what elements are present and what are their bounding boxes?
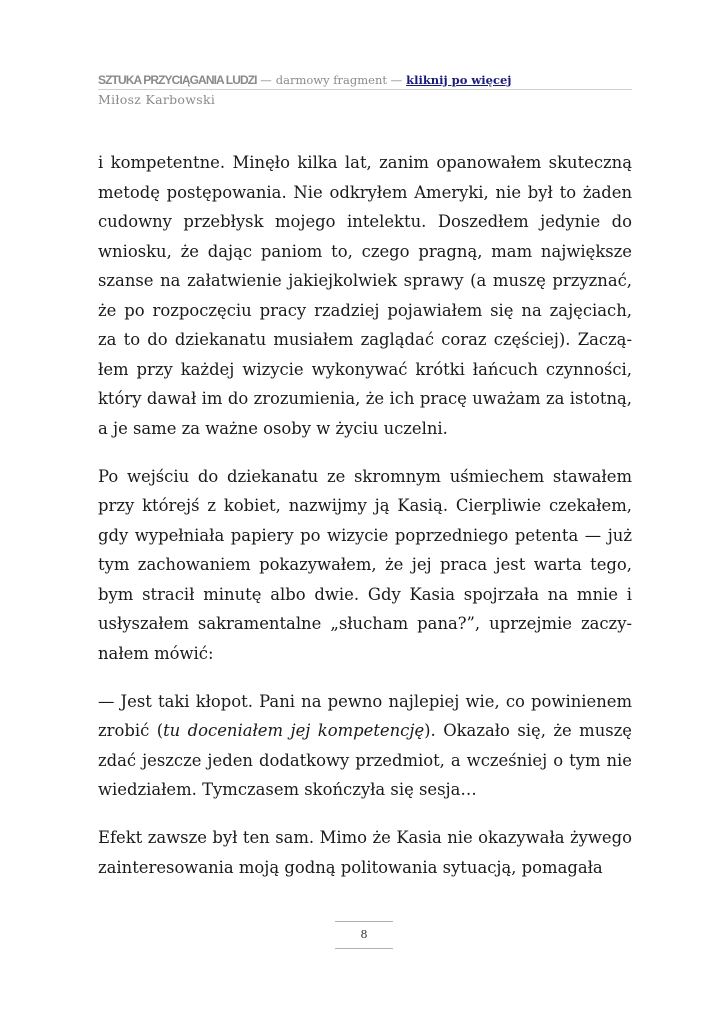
paragraph — [98, 687, 632, 805]
header-title-line — [98, 72, 632, 90]
paragraph: Po wejściu do dziekanatu ze skromnym uśmiechem stawałem przy którejś z kobiet, nazwijmy ją Kasią. Cierpliwie czekałem, gdy wypełniała papiery po wizycie poprzedniego petenta — już tym zachowaniem pokazywałem, że jej praca jest warta tego, bym stracił minutę albo dwie. Gdy Kasia spojrzała na mnie i usłyszałem sakramentalne „słucham pana?”, uprzejmie zaczynałem mówić: — [98, 466, 632, 663]
paragraph: Efekt zawsze był ten sam. Mimo że Kasia nie okazywała żywego zainteresowania moją godną politowania sytuacją, pomagała — [98, 828, 632, 877]
header-separator: — — [260, 73, 273, 87]
running-header — [98, 72, 632, 108]
paragraph-text: ). Okazało się, że muszę zdać jeszcze jeden dodatkowy przedmiot, a wcześniej o tym nie wiedziałem. Tymczasem skończyła się sesja… — [98, 721, 632, 799]
author-name: Miłosz Karbowski — [98, 92, 216, 107]
more-link[interactable]: kliknij po więcej — [406, 73, 512, 87]
book-title: SZTUKA PRZYCIĄGANIA LUDZI — [98, 73, 257, 87]
header-separator: — — [390, 73, 403, 87]
italic-aside: tu doceniałem jej kompetencję — [163, 721, 425, 740]
fragment-label: darmowy fragment — [275, 73, 387, 87]
page-body — [98, 148, 632, 901]
page-number: 8 — [335, 921, 393, 949]
paragraph-text: — Jest taki kłopot. Pani na pewno najlepiej wie, co powinienem zrobić ( — [98, 691, 632, 740]
paragraph: i kompetentne. Minęło kilka lat, zanim opanowałem skuteczną metodę postępowania. Nie odkryłem Ameryki, nie był to żaden cudowny przebłysk mojego intelektu. Doszedłem jedynie do wniosku, że dając paniom to, czego pragną, mam największe szanse na załatwienie jakiejkolwiek sprawy (a muszę przyznać, że po rozpoczęciu pracy rzadziej pojawiałem się na zajęciach, za to do dziekanatu musiałem zaglądać coraz częściej). Zacząłem przy każdej wizycie wykonywać krótki łańcuch czynności, który dawał im do zrozumienia, że ich pracę uważam za istotną, a je same za ważne osoby w życiu uczelni. — [98, 153, 632, 438]
